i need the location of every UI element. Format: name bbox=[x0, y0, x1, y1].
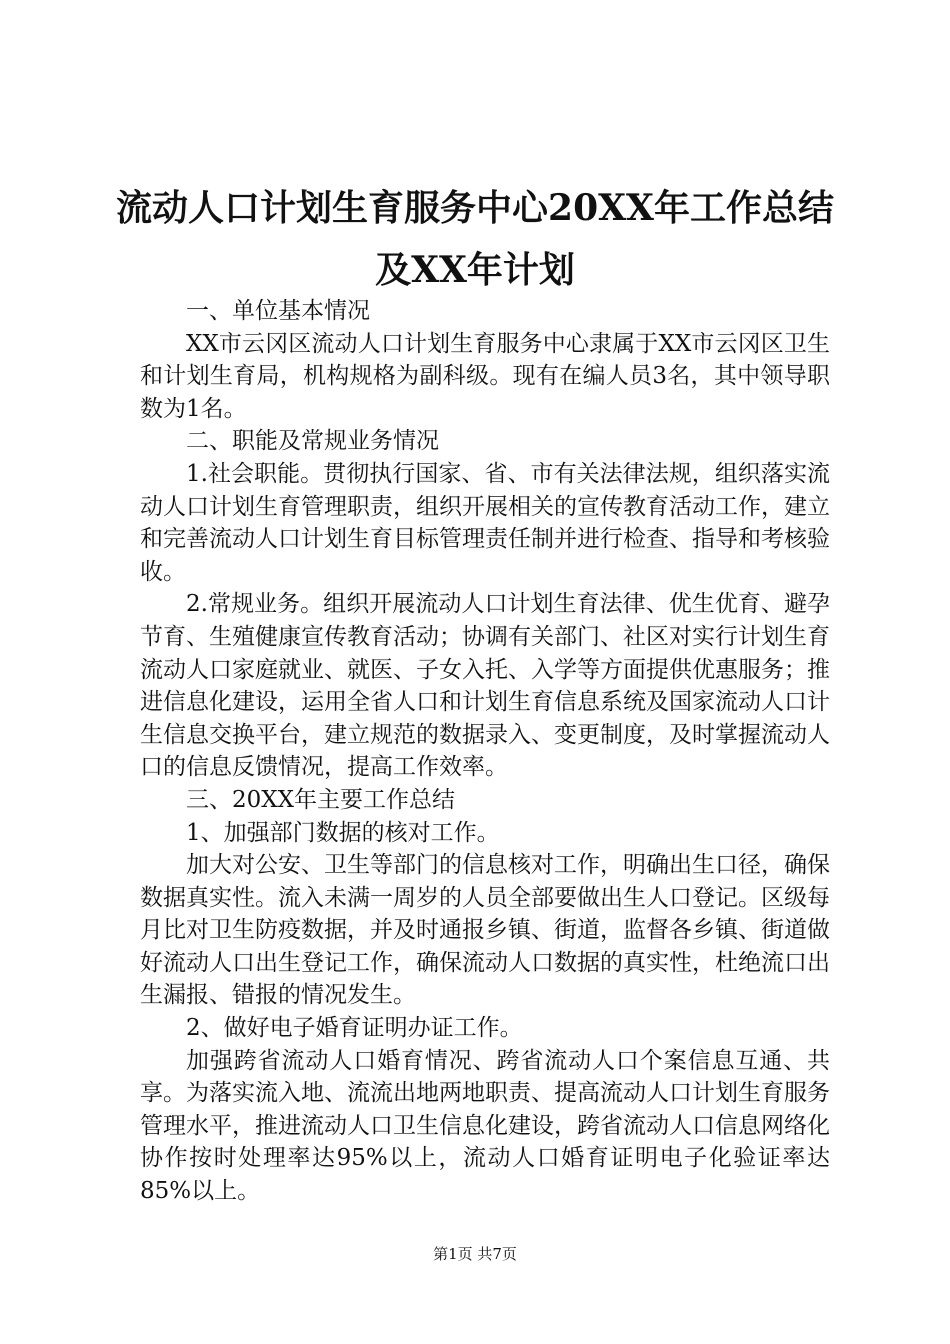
paragraph-routine-business: 2.常规业务。组织开展流动人口计划生育法律、优生优育、避孕节育、生殖健康宣传教育活动；协调有关部门、社区对实行计划生育流动人口家庭就业、就医、子女入托、入学等方面提供优惠服务；推进信息化建设，运用全省人口和计划生育信息系统及国家流动人口计生信息交换平台，建立规范的数据录入、变更制度，及时掌握流动人口的信息反馈情况，提高工作效率。 bbox=[140, 591, 830, 781]
document-title-line-2: 及XX年计划 bbox=[375, 249, 575, 291]
paragraph-social-function: 1.社会职能。贯彻执行国家、省、市有关法律法规，组织落实流动人口计划生育管理职责，组织开展相关的宣传教育活动工作，建立和完善流动人口计划生育目标管理责任制并进行检查、指导和考核验收。 bbox=[140, 460, 830, 585]
section-heading-2: 二、职能及常规业务情况 bbox=[186, 428, 439, 455]
section-heading-3: 三、20XX年主要工作总结 bbox=[186, 786, 456, 813]
subheading-e-certificate: 2、做好电子婚育证明办证工作。 bbox=[186, 1015, 523, 1042]
paragraph-e-certificate: 加强跨省流动人口婚育情况、跨省流动人口个案信息互通、共享。为落实流入地、流流出地两地职责、提高流动人口计划生育服务管理水平，推进流动人口卫生信息化建设，跨省流动人口信息网络化协作按时处理率达95%以上，流动人口婚育证明电子化验证率达85%以上。 bbox=[140, 1047, 830, 1205]
paragraph-data-check: 加大对公安、卫生等部门的信息核对工作，明确出生口径，确保数据真实性。流入未满一周岁的人员全部要做出生人口登记。区级每月比对卫生防疫数据，并及时通报乡镇、街道，监督各乡镇、街道做好流动人口出生登记工作，确保流动人口数据的真实性，杜绝流口出生漏报、错报的情况发生。 bbox=[140, 852, 830, 1009]
section-heading-1: 一、单位基本情况 bbox=[186, 298, 370, 324]
paragraph-unit-info: XX市云冈区流动人口计划生育服务中心隶属于XX市云冈区卫生和计划生育局，机构规格为副科级。现有在编人员3名，其中领导职数为1名。 bbox=[140, 330, 830, 422]
document-body bbox=[140, 295, 830, 1208]
document-title-line-1: 流动人口计划生育服务中心20XX年工作总结 bbox=[116, 187, 834, 229]
subheading-data-check: 1、加强部门数据的核对工作。 bbox=[186, 819, 500, 846]
page-number-footer: 第1页 共7页 bbox=[433, 1245, 517, 1263]
